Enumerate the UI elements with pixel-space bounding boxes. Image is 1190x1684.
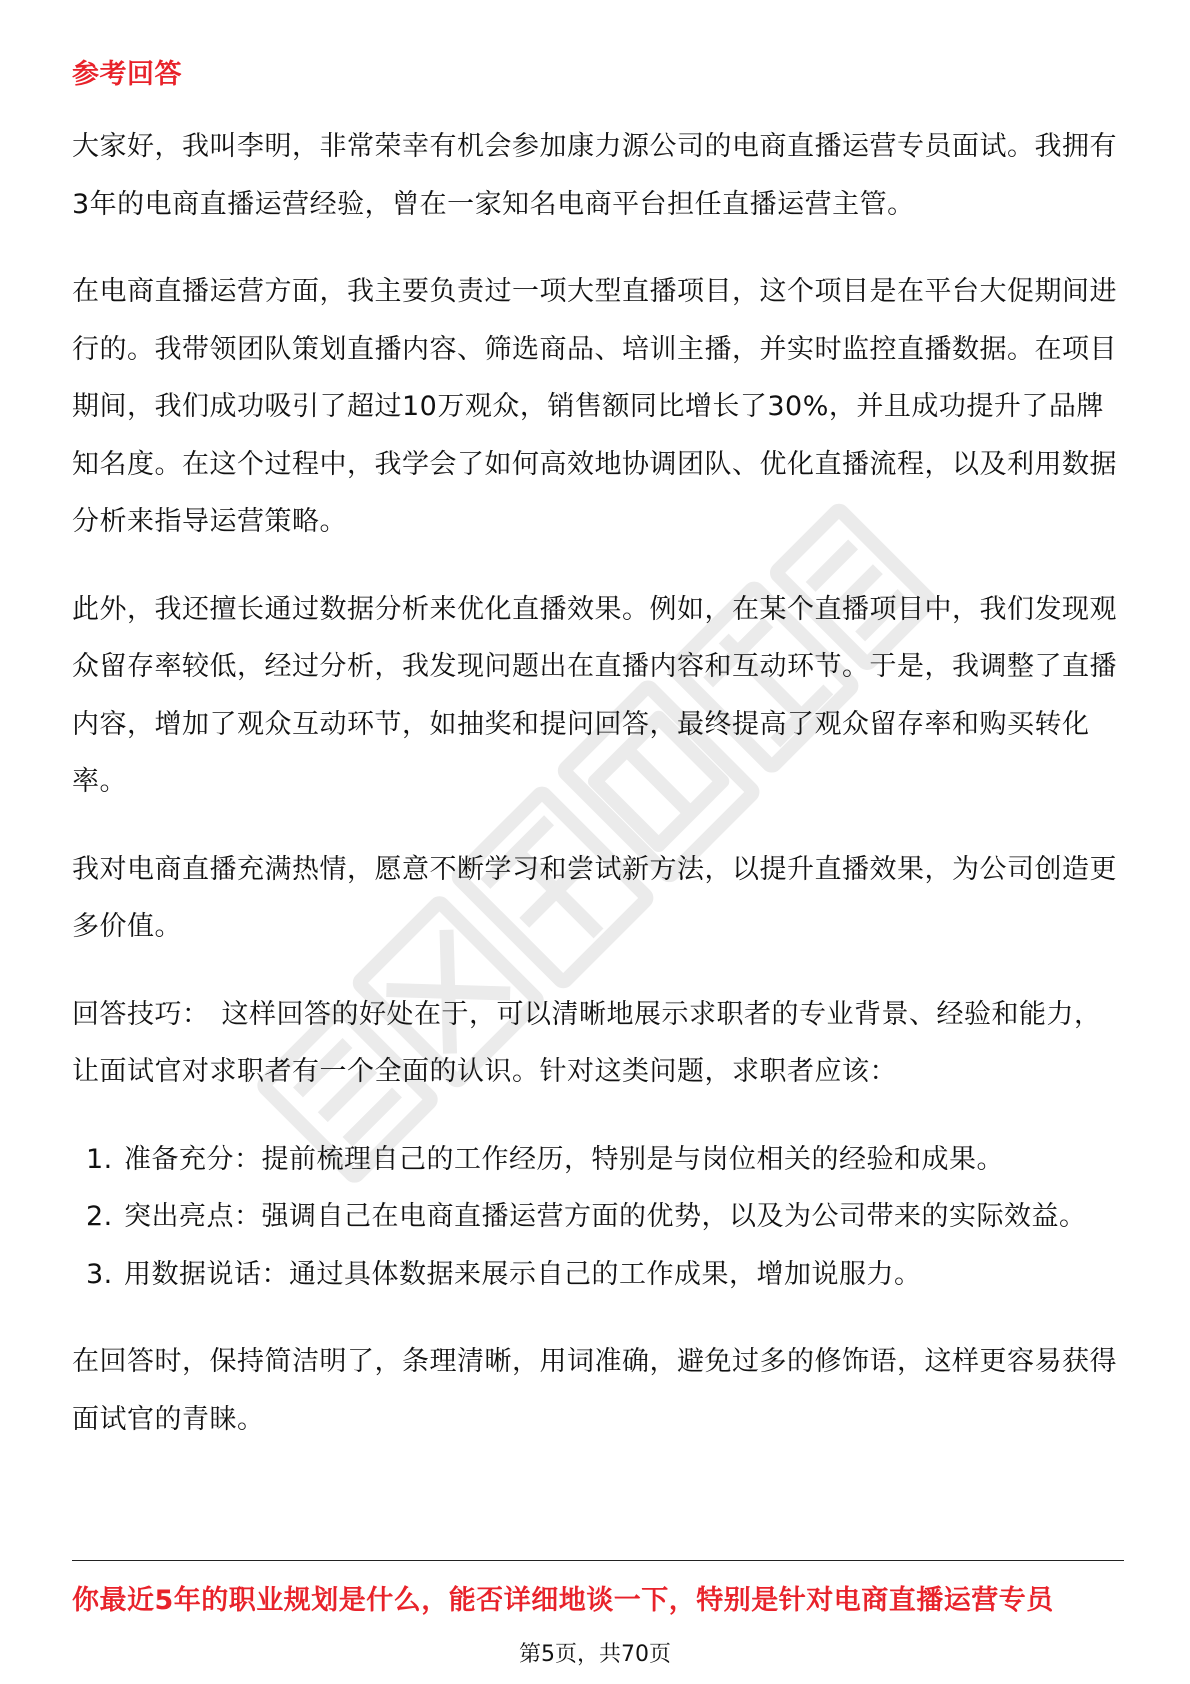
tips-label: 回答技巧：	[72, 998, 210, 1030]
list-item	[72, 1246, 1124, 1304]
list-text: 准备充分：提前梳理自己的工作经历，特别是与岗位相关的经验和成果。	[124, 1143, 1004, 1175]
answer-tips	[72, 986, 1124, 1101]
tips-list	[72, 1131, 1124, 1304]
page-number: 第5页，共70页	[519, 1642, 671, 1667]
list-number: 3.	[86, 1258, 113, 1290]
paragraph-intro: 大家好，我叫李明，非常荣幸有机会参加康力源公司的电商直播运营专员面试。我拥有3年的电商直播运营经验，曾在一家知名电商平台担任直播运营主管。	[72, 131, 1117, 220]
list-number: 1.	[86, 1143, 113, 1175]
paragraph-data-analysis: 此外，我还擅长通过数据分析来优化直播效果。例如，在某个直播项目中，我们发现观众留存率较低，经过分析，我发现问题出在直播内容和互动环节。于是，我调整了直播内容，增加了观众互动环节，如抽奖和提问回答，最终提高了观众留存率和购买转化率。	[72, 593, 1117, 797]
paragraph-passion: 我对电商直播充满热情，愿意不断学习和尝试新方法，以提升直播效果，为公司创造更多价值。	[72, 853, 1117, 942]
answer-content	[72, 118, 1124, 1478]
list-number: 2.	[86, 1201, 113, 1232]
list-item	[72, 1188, 1124, 1246]
paragraph-closing: 在回答时，保持简洁明了，条理清晰，用词准确，避免过多的修饰语，这样更容易获得面试官的青睐。	[72, 1346, 1117, 1435]
list-text: 突出亮点：强调自己在电商直播运营方面的优势，以及为公司带来的实际效益。	[124, 1201, 1087, 1232]
divider	[72, 1560, 1124, 1561]
next-question: 你最近5年的职业规划是什么，能否详细地谈一下，特别是针对电商直播运营专员	[72, 1585, 1054, 1616]
tips-text: 这样回答的好处在于，可以清晰地展示求职者的专业背景、经验和能力，让面试官对求职者有一个全面的认识。针对这类问题，求职者应该：	[72, 998, 1102, 1087]
paragraph-project: 在电商直播运营方面，我主要负责过一项大型直播项目，这个项目是在平台大促期间进行的。我带领团队策划直播内容、筛选商品、培训主播，并实时监控直播数据。在项目期间，我们成功吸引了超过10万观众，销售额同比增长了30%，并且成功提升了品牌知名度。在这个过程中，我学会了如何高效地协调团队、优化直播流程，以及利用数据分析来指导运营策略。	[72, 276, 1117, 537]
list-text: 用数据说话：通过具体数据来展示自己的工作成果，增加说服力。	[124, 1258, 922, 1290]
section-heading: 参考回答	[72, 59, 182, 90]
list-item	[72, 1131, 1124, 1189]
